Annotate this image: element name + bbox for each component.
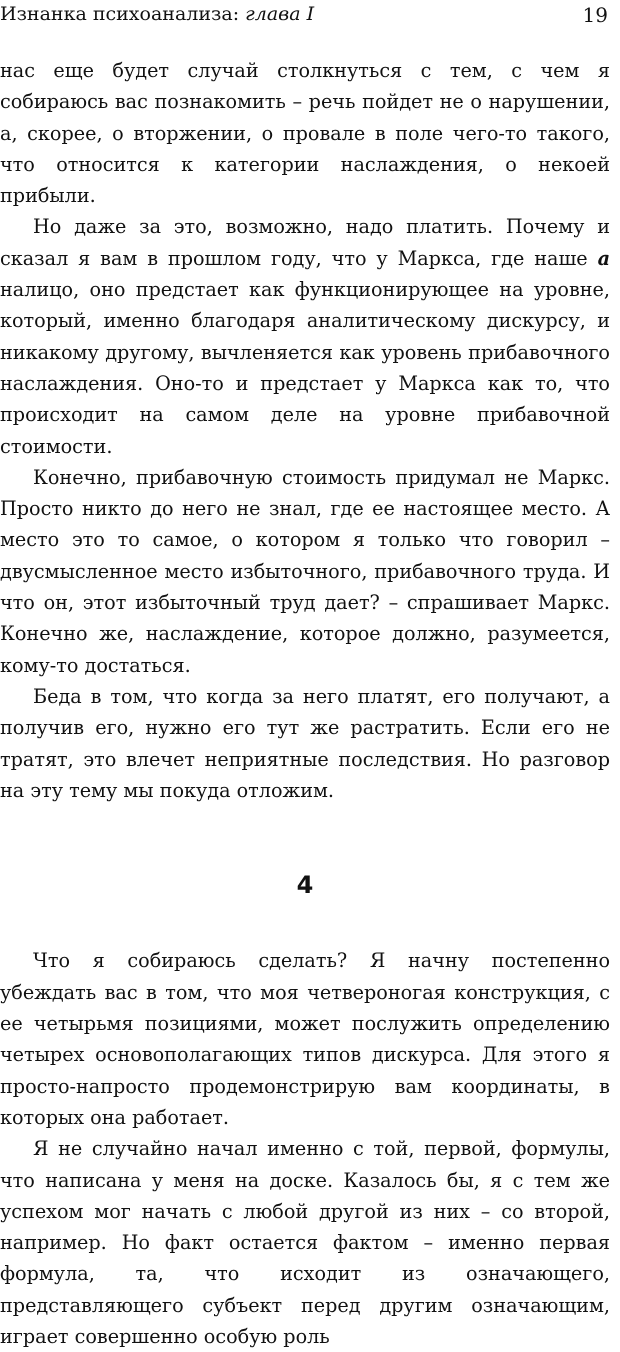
body-text bbox=[0, 55, 610, 1352]
paragraph-5: Что я собираюсь сделать? Я начну постепенно убеждать вас в том, что моя четвероногая конструкция, с ее четырьмя позициями, может послужить определению четырех основополагающих типов дискурса. Для этого я просто-напросто продемонстрирую вам координаты, в которых она работает. bbox=[0, 949, 610, 1129]
object-a-symbol: а bbox=[597, 246, 610, 270]
chapter-label: глава I bbox=[245, 3, 315, 25]
paragraph-2 bbox=[0, 211, 610, 461]
paragraph-3: Конечно, прибавочную стоимость придумал не Маркс. Просто никто до него не знал, где ее настоящее место. А место это то самое, о котором я только что говорил – двусмысленное место избыточного, прибавочного труда. И что он, этот избыточный труд дает? – спрашивает Маркс. Конечно же, наслаждение, которое должно, разумеется, кому-то достаться. bbox=[0, 465, 610, 677]
running-title-text: Изнанка психоанализа: bbox=[0, 3, 246, 25]
page-number: 19 bbox=[582, 3, 608, 27]
section-number: 4 bbox=[296, 871, 314, 900]
running-title bbox=[0, 3, 314, 25]
paragraph-2-start: Но даже за это, возможно, надо платить. Почему и сказал я вам в прошлом году, что у Маркса, где наше bbox=[0, 215, 610, 270]
paragraph-4: Беда в том, что когда за него платят, его получают, а получив его, нужно его тут же растратить. Если его не тратят, это влечет неприятные последствия. Но разговор на эту тему мы покуда отложим. bbox=[0, 684, 610, 802]
paragraph-1: нас еще будет случай столкнуться с тем, с чем я собираюсь вас познакомить – речь пойдет не о нарушении, а, скорее, о вторжении, о провале в поле чего-то такого, что относится к категории наслаждения, о некоей прибыли. bbox=[0, 59, 610, 208]
paragraph-6: Я не случайно начал именно с той, первой, формулы, что написана у меня на доске. Казалось бы, я с тем же успехом мог начать с любой другой из них – со второй, например. Но факт остается фактом – именно первая формула, та, что исходит из означающего, представляющего субъект перед другим означающим, играет совершенно особую роль bbox=[0, 1137, 610, 1348]
paragraph-2-end: налицо, оно предстает как функционирующее на уровне, который, именно благодаря аналитическому дискурсу, и никакому другому, вычленяется как уровень прибавочного наслаждения. Оно-то и предстает у Маркса как то, что происходит на самом деле на уровне прибавочной стоимости. bbox=[0, 278, 610, 458]
running-head bbox=[0, 3, 608, 33]
